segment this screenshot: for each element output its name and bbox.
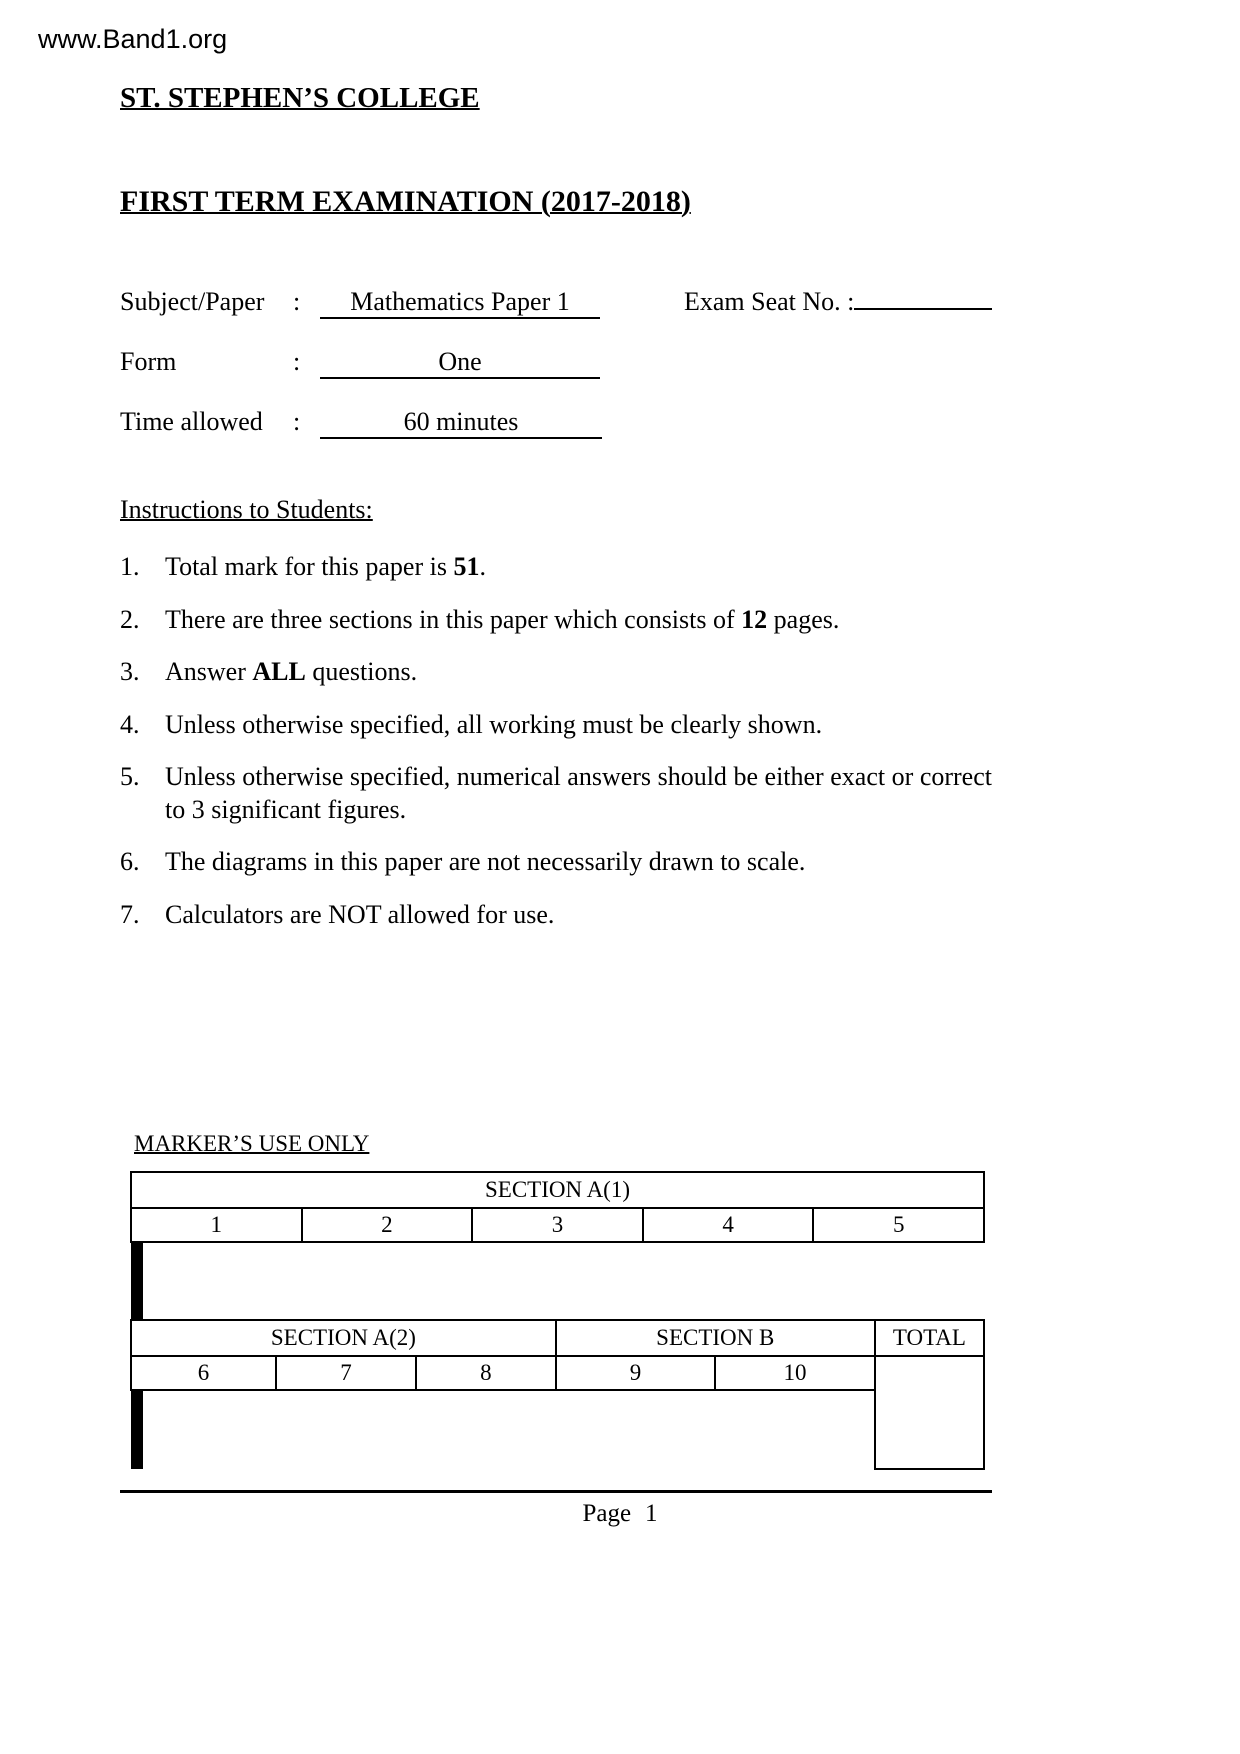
question-number-cell: 7 [276, 1356, 416, 1390]
score-cell [140, 1244, 142, 1318]
instruction-text [165, 551, 992, 584]
watermark: www.Band1.org [38, 24, 228, 54]
instruction-text-pre: Total mark for this paper is [165, 552, 454, 581]
section-a1-header: SECTION A(1) [131, 1172, 984, 1208]
exam-seat-blank [854, 308, 992, 310]
section-a2-header: SECTION A(2) [131, 1320, 556, 1356]
exam-fields [120, 287, 992, 443]
question-number-cell: 10 [715, 1356, 875, 1390]
instruction-item-3 [120, 656, 992, 689]
question-number-cell: 9 [556, 1356, 716, 1390]
instruction-text-bold: 12 [741, 604, 768, 634]
question-number-cell: 4 [643, 1208, 814, 1242]
field-time-row [120, 407, 992, 443]
instruction-text-pre: Calculators are NOT allowed for use. [165, 899, 555, 929]
instruction-number: 2. [120, 604, 140, 634]
score-cell [140, 1392, 142, 1466]
field-subject-row [120, 287, 992, 323]
instruction-text [165, 656, 992, 689]
instruction-text-post: questions. [305, 657, 418, 686]
form-colon: : [293, 347, 301, 376]
subject-colon: : [293, 287, 301, 316]
instruction-text [165, 899, 992, 932]
instruction-number: 6. [120, 847, 140, 876]
page-number [0, 1500, 1240, 1528]
page-word: Page [582, 1500, 632, 1527]
instruction-item-2 [120, 604, 992, 637]
marker-use-only-title: MARKER’S USE ONLY [134, 1131, 370, 1156]
instructions-title: Instructions to Students: [120, 495, 373, 524]
school-title: ST. STEPHEN’S COLLEGE [120, 82, 480, 114]
instruction-number: 3. [120, 657, 140, 686]
instruction-item-1 [120, 551, 992, 584]
instruction-number: 7. [120, 899, 140, 929]
instruction-number: 5. [120, 762, 140, 791]
instruction-text [165, 846, 992, 879]
instruction-number: 1. [120, 552, 140, 581]
question-number-cell: 6 [131, 1356, 276, 1390]
marker-table-section-a1 [130, 1171, 985, 1321]
page-content [120, 82, 992, 1470]
instruction-text-post: pages. [767, 604, 840, 634]
instruction-text-pre: Unless otherwise specified, numerical answers should be either exact or correct to 3 significant figures. [165, 762, 992, 824]
form-label: Form [120, 347, 177, 376]
marker-table-section-a2-b-total [130, 1319, 985, 1470]
time-label: Time allowed [120, 407, 263, 436]
marker-tables [130, 1171, 985, 1470]
instruction-item-4 [120, 709, 992, 742]
instructions-list [120, 551, 992, 931]
question-number-cell: 3 [472, 1208, 643, 1242]
instruction-text-bold: 51 [453, 552, 480, 581]
subject-label: Subject/Paper [120, 287, 265, 316]
instruction-text-post: . [479, 552, 486, 581]
total-score-cell [875, 1356, 984, 1469]
footer-divider [120, 1490, 992, 1493]
instruction-text [165, 761, 992, 826]
field-form-row [120, 347, 992, 383]
question-number-cell: 5 [813, 1208, 984, 1242]
page-number-value: 1 [645, 1500, 658, 1527]
instruction-text-pre: The diagrams in this paper are not necessarily drawn to scale. [165, 847, 806, 876]
instruction-text-pre: Unless otherwise specified, all working must be clearly shown. [165, 709, 823, 739]
question-number-cell: 1 [131, 1208, 302, 1242]
exam-title: FIRST TERM EXAMINATION (2017-2018) [120, 185, 691, 218]
instruction-text [165, 709, 992, 742]
instruction-item-7 [120, 899, 992, 932]
time-colon: : [293, 407, 301, 436]
time-value-blank: 60 minutes [320, 407, 602, 439]
subject-value-blank: Mathematics Paper 1 [320, 287, 600, 319]
instruction-number: 4. [120, 709, 140, 739]
form-value-blank: One [320, 347, 600, 379]
instruction-item-6 [120, 846, 992, 879]
question-number-cell: 2 [302, 1208, 473, 1242]
exam-seat-label: Exam Seat No. : [684, 287, 855, 316]
instruction-text-bold: ALL [252, 657, 306, 686]
instruction-item-5 [120, 761, 992, 826]
instruction-text-pre: There are three sections in this paper which consists of [165, 604, 742, 634]
total-header: TOTAL [875, 1320, 984, 1356]
section-b-header: SECTION B [556, 1320, 875, 1356]
instruction-text-pre: Answer [165, 657, 253, 686]
instruction-text [165, 604, 992, 637]
question-number-cell: 8 [416, 1356, 556, 1390]
